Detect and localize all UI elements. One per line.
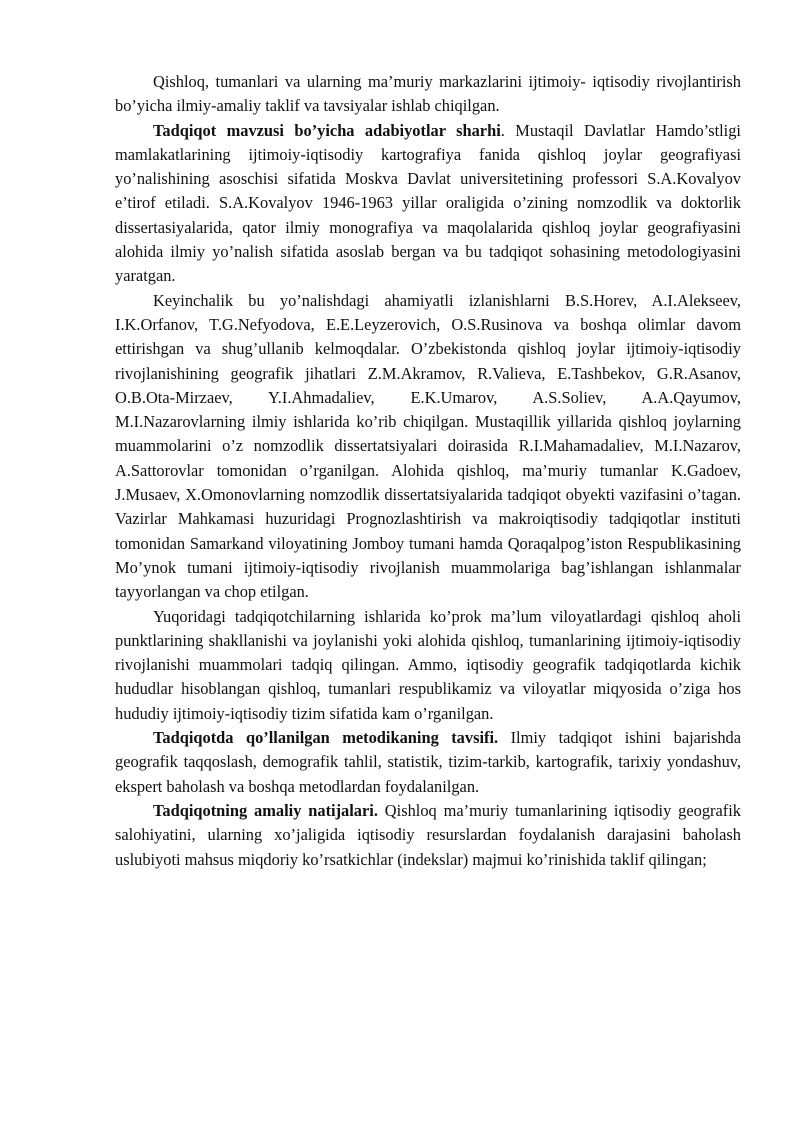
paragraph-practical-results — [115, 799, 741, 872]
document-page — [115, 70, 741, 872]
paragraph-literature-review — [115, 119, 741, 289]
paragraph-methodology-text: Ilmiy tadqiqot ishini bajarishda geografik taqqoslash, demografik tahlil, statistik, tizim-tarkib, kartografik, tarixiy yondashuv, ekspert baholash va boshqa metodlardan foydalanilgan. — [115, 728, 741, 796]
paragraph-literature-review-text: . Mustaqil Davlatlar Hamdo’stligi mamlakatlarining ijtimoiy-iqtisodiy kartografiya fanida qishloq joylar geografiyasi yo’nalishining asoschisi sifatida Moskva Davlat universitetining professori S.A.Kovalyov e’tirof etiladi. S.A.Kovalyov 1946-1963 yillar oraligida o’zining nomzodlik va doktorlik dissertasiyalarida, qator ilmiy monografiya va maqolalarida qishloq joylar geografiyasini alohida ilmiy yo’nalish sifatida asoslab bergan va bu tadqiqot sohasining metodologiyasini yaratgan. — [115, 120, 741, 286]
paragraph-practical-results-text: Qishloq ma’muriy tumanlarining iqtisodiy geografik salohiyatini, ularning xo’jaligida iqtisodiy resurslardan foydalanish darajasini baholash uslubiyoti mahsus miqdoriy ko’rsatkichlar (indekslar) majmui ko’rinishida taklif qilingan; — [115, 800, 741, 869]
section-heading-methodology: Tadqiqotda qo’llanilgan metodikaning tavsifi. — [153, 728, 499, 748]
paragraph-previous-studies-text: Yuqoridagi tadqiqotchilarning ishlarida ko’prok ma’lum viloyatlardagi qishloq aholi punktlarining shakllanishi va joylanishi yoki alohida qishloq, tumanlarining ijtimoiy-iqtisodiy rivojlanishi muammolari tadqiq qilingan. Ammo, iqtisodiy geografik tadqiqotlarda kichik hududlar hisoblangan qishloq, tumanlari respublikamiz va viloyatlar miqyosida o’ziga hos hududiy ijtimoiy-iqtisodiy tizim sifatida kam o’rganilgan. — [115, 606, 741, 723]
paragraph-researchers-text: Keyinchalik bu yo’nalishdagi ahamiyatli izlanishlarni B.S.Horev, A.I.Alekseev, I.K.Orfanov, T.G.Nefyodova, E.E.Leyzerovich, O.S.Rusinova va boshqa olimlar davom ettirishgan va shug’ullanib kelmoqdalar. O’zbekistonda qishloq joylar ijtimoiy-iqtisodiy rivojlanishining geografik jihatlari Z.M.Akramov, R.Valieva, E.Tashbekov, G.R.Asanov, O.B.Ota-Mirzaev, Y.I.Ahmadaliev, E.K.Umarov, A.S.Soliev, A.A.Qayumov, M.I.Nazarovlarning ilmiy ishlarida ko’rib chiqilgan. Mustaqillik yillarida qishloq joylarning muammolarini o’z nomzodlik dissertatsiyalari doirasida R.I.Mahamadaliev, M.I.Nazarov, A.Sattorovlar tomonidan o’rganilgan. Alohida qishloq, ma’muriy tumanlar K.Gadoev, J.Musaev, X.Omonovlarning nomzodlik dissertatsiyalarida tadqiqot obyekti vazifasini o’tagan. Vazirlar Mahkamasi huzuridagi Prognozlashtirish va makroiqtisodiy tadqiqotlar instituti tomonidan Samarkand viloyatining Jomboy tumani hamda Qoraqalpog’iston Respublikasining Mo’ynok tumani ijtimoiy-iqtisodiy rivojlanish muammolariga bag’ishlangan ishlanmalar tayyorlangan va chop etilgan. — [115, 290, 741, 602]
paragraph-intro — [115, 70, 741, 119]
section-heading-practical-results: Tadqiqotning amaliy natijalari. — [153, 800, 378, 820]
paragraph-previous-studies — [115, 605, 741, 726]
paragraph-methodology — [115, 726, 741, 799]
paragraph-intro-text: Qishloq, tumanlari va ularning ma’muriy markazlarini ijtimoiy- iqtisodiy rivojlantirish bo’yicha ilmiy-amaliy taklif va tavsiyalar ishlab chiqilgan. — [115, 72, 741, 116]
paragraph-researchers — [115, 289, 741, 605]
section-heading-literature-review: Tadqiqot mavzusi bo’yicha adabiyotlar sharhi — [153, 120, 501, 140]
